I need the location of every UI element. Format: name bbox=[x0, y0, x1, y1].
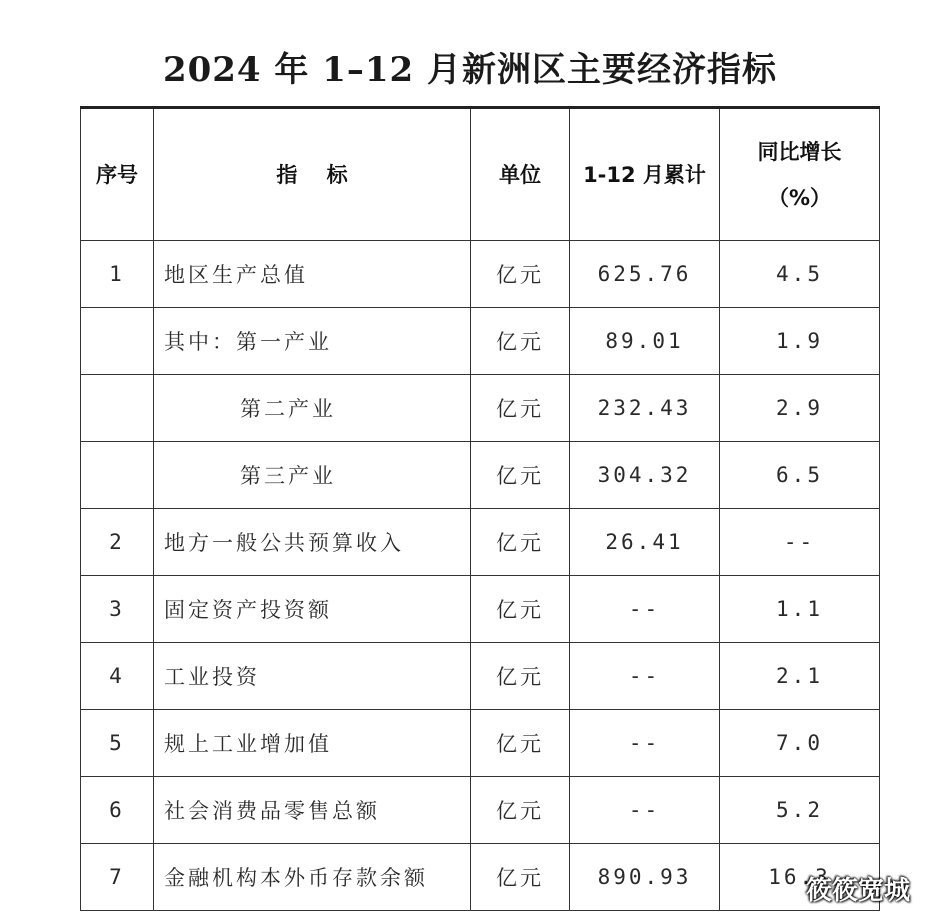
row-seq bbox=[81, 308, 154, 375]
row-growth: 2.9 bbox=[720, 375, 880, 442]
table-header-row bbox=[81, 108, 880, 241]
row-total: -- bbox=[570, 576, 720, 643]
row-unit: 亿元 bbox=[471, 308, 570, 375]
row-total: -- bbox=[570, 710, 720, 777]
row-growth: 16.3 bbox=[720, 844, 880, 911]
table-row bbox=[81, 442, 880, 509]
header-growth-line1: 同比增长 bbox=[757, 139, 842, 164]
indicators-table bbox=[80, 106, 880, 911]
table-row bbox=[81, 509, 880, 576]
row-indicator: 社会消费品零售总额 bbox=[154, 777, 471, 844]
row-indicator: 固定资产投资额 bbox=[154, 576, 471, 643]
row-unit: 亿元 bbox=[471, 442, 570, 509]
row-total: -- bbox=[570, 643, 720, 710]
row-indicator: 地方一般公共预算收入 bbox=[154, 509, 471, 576]
row-growth: 4.5 bbox=[720, 241, 880, 308]
row-growth: -- bbox=[720, 509, 880, 576]
table-row bbox=[81, 308, 880, 375]
row-total: 625.76 bbox=[570, 241, 720, 308]
row-indicator: 第三产业 bbox=[154, 442, 471, 509]
row-seq: 6 bbox=[81, 777, 154, 844]
row-indicator: 第二产业 bbox=[154, 375, 471, 442]
table-row bbox=[81, 710, 880, 777]
row-seq: 3 bbox=[81, 576, 154, 643]
row-unit: 亿元 bbox=[471, 375, 570, 442]
row-seq bbox=[81, 375, 154, 442]
table-row bbox=[81, 576, 880, 643]
row-unit: 亿元 bbox=[471, 509, 570, 576]
header-growth bbox=[720, 108, 880, 241]
watermark: 筱筱宽城 bbox=[806, 876, 911, 906]
row-indicator: 地区生产总值 bbox=[154, 241, 471, 308]
row-unit: 亿元 bbox=[471, 643, 570, 710]
table-row bbox=[81, 241, 880, 308]
page-title: 2024 年 1–12 月新洲区主要经济指标 bbox=[162, 50, 778, 90]
header-total: 1-12 月累计 bbox=[570, 108, 720, 241]
row-total: 890.93 bbox=[570, 844, 720, 911]
row-growth: 5.2 bbox=[720, 777, 880, 844]
row-unit: 亿元 bbox=[471, 710, 570, 777]
table-row bbox=[81, 844, 880, 911]
row-seq: 1 bbox=[81, 241, 154, 308]
table-row bbox=[81, 643, 880, 710]
row-unit: 亿元 bbox=[471, 777, 570, 844]
table-row bbox=[81, 777, 880, 844]
header-indicator: 指 标 bbox=[154, 108, 471, 241]
row-indicator: 工业投资 bbox=[154, 643, 471, 710]
row-unit: 亿元 bbox=[471, 576, 570, 643]
row-growth: 2.1 bbox=[720, 643, 880, 710]
row-total: 304.32 bbox=[570, 442, 720, 509]
row-total: 26.41 bbox=[570, 509, 720, 576]
row-growth: 6.5 bbox=[720, 442, 880, 509]
row-unit: 亿元 bbox=[471, 241, 570, 308]
row-unit: 亿元 bbox=[471, 844, 570, 911]
header-unit: 单位 bbox=[471, 108, 570, 241]
header-seq: 序号 bbox=[81, 108, 154, 241]
row-growth: 1.9 bbox=[720, 308, 880, 375]
row-seq: 4 bbox=[81, 643, 154, 710]
row-indicator: 金融机构本外币存款余额 bbox=[154, 844, 471, 911]
row-indicator: 规上工业增加值 bbox=[154, 710, 471, 777]
row-total: 89.01 bbox=[570, 308, 720, 375]
row-growth: 7.0 bbox=[720, 710, 880, 777]
row-seq: 5 bbox=[81, 710, 154, 777]
row-growth: 1.1 bbox=[720, 576, 880, 643]
row-total: 232.43 bbox=[570, 375, 720, 442]
row-indicator: 其中：第一产业 bbox=[154, 308, 471, 375]
row-seq: 7 bbox=[81, 844, 154, 911]
row-total: -- bbox=[570, 777, 720, 844]
header-growth-line2: （%） bbox=[767, 185, 832, 210]
row-seq bbox=[81, 442, 154, 509]
table-row bbox=[81, 375, 880, 442]
row-seq: 2 bbox=[81, 509, 154, 576]
